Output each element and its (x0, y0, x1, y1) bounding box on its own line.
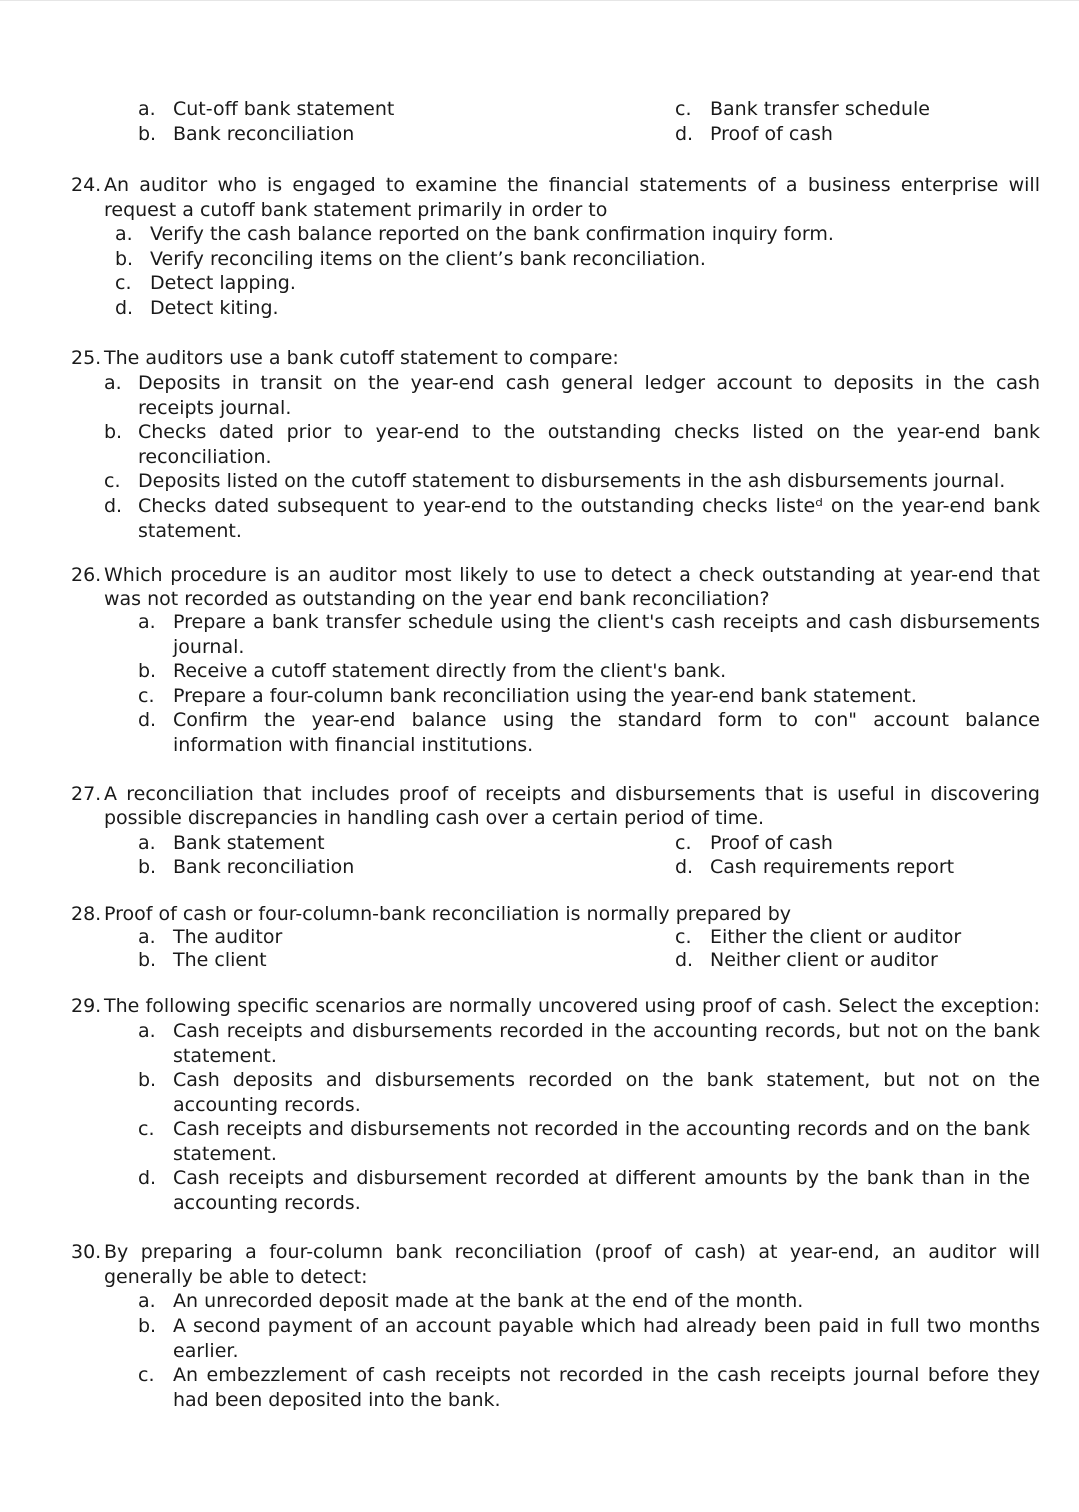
q24-stem-continued: request a cutoff bank statement primarily in order to (104, 199, 608, 221)
q28-option-b: b. The client (138, 949, 267, 971)
q24-stem: 24. An auditor who is engaged to examine the financial statements of a business enterprise will (71, 174, 1040, 196)
q28-stem: 28. Proof of cash or four-column-bank reconciliation is normally prepared by (71, 903, 792, 925)
q27-stem: 27. A reconciliation that includes proof of receipts and disbursements that is useful in discovering (71, 783, 1040, 805)
q27-option-b: b. Bank reconciliation (138, 856, 355, 878)
q24-option-d: d. Detect kiting. (115, 297, 279, 319)
q23-option-d: d. Proof of cash (675, 123, 833, 145)
q24-option-b: b. Verify reconciling items on the client’s bank reconciliation. (115, 248, 706, 270)
q23-option-c: c. Bank transfer schedule (675, 98, 930, 120)
q23-option-b: b. Bank reconciliation (138, 123, 355, 145)
q23-option-a: a. Cut-off bank statement (138, 98, 395, 120)
q27-stem-continued: possible discrepancies in handling cash over a certain period of time. (104, 807, 764, 829)
document-page: a. Cut-off bank statement b. Bank reconciliation c. Bank transfer schedule d. Proof of cash 24. An auditor who is engaged to examine the financial statements of a business enterprise will request a cutoff bank statement primarily in order to a. Verify the cash balance reported on the bank confirmation inquiry form. b. Verify reconciling items on the client’s bank reconciliation. c. Detect lapping. d. Detect kiting. 25. The auditors use a bank cutoff statement to compare: a. Deposits in transit on the year-end cash general ledger account to deposits in the cash receipts journal. b. Checks dated prior to year-end to the outstanding checks listed on the year-end bank reconciliation. c. Deposits listed on the cutoff statement to disbursements in the ash disbursements journal. d. Checks dated subsequent to year-end to the outstanding checks listeᵈ on the year-end bank statement. 26. Which procedure is an auditor most likely to use to detect a check outstanding at year-end that was not recorded as outstanding on the year end bank reconciliation? a. Prepare a bank transfer schedule using the client's cash receipts and cash disbursements journal. b. Receive a cutoff statement directly from the client's bank. c. Prepare a four-column bank reconciliation using the year-end bank statement. d. Confirm the year-end balance using the standard form to con" account balance information with financial institutions. 27. A reconciliation that includes proof of receipts and disbursements that is useful in discovering possible discrepancies in handling cash over a certain period of time. a. Bank statement b. Bank reconciliation c. Proof of cash d. Cash requirements report 28. Proof of cash or four-column-bank reconciliation is normally prepared by a. The auditor b. The client c. Either the client or auditor d. Neither client or auditor 29. The following specific scenarios are normally uncovered using proof of cash. Select the exception: a. Cash receipts and disbursements recorded in the accounting records, but not on the bank statement. b. Cash deposits and disbursements recorded on the bank statement, but not on the accounting records. c. Cash receipts and disbursements not recorded in the accounting records and on the bank statement. d. Cash receipts and disbursement recorded at different amounts by the bank than in the accounting records. 30. By preparing a four-column bank reconciliation (proof of cash) at year-end, an auditor will generally be able to detect: a. An unrecorded deposit made at the bank at the end of the month. b. A second payment of an account payable which had already been paid in full two months earlier. c. An embezzlement of cash receipts not recorded in the cash receipts journal before they had been deposited into the bank. (0, 0, 1079, 1512)
q26-stem-continued: was not recorded as outstanding on the year end bank reconciliation? (104, 588, 770, 610)
q24-option-a: a. Verify the cash balance reported on the bank confirmation inquiry form. (115, 223, 834, 245)
q28-option-d: d. Neither client or auditor (675, 949, 938, 971)
q27-option-d: d. Cash requirements report (675, 856, 955, 878)
q24-option-c: c. Detect lapping. (115, 272, 296, 294)
q27-option-c: c. Proof of cash (675, 832, 833, 854)
q27-option-a: a. Bank statement (138, 832, 325, 854)
q28-option-a: a. The auditor (138, 926, 283, 948)
q30-stem: 30. By preparing a four-column bank reconciliation (proof of cash) at year-end, an auditor will (71, 1241, 1040, 1263)
q26-stem: 26. Which procedure is an auditor most likely to use to detect a check outstanding at year-end that (71, 564, 1040, 586)
q29-stem: 29. The following specific scenarios are normally uncovered using proof of cash. Select the exception: (71, 995, 1040, 1017)
q28-option-c: c. Either the client or auditor (675, 926, 962, 948)
top-border (0, 0, 1079, 1)
q25-stem: 25. The auditors use a bank cutoff statement to compare: (71, 347, 619, 369)
q30-stem-continued: generally be able to detect: (104, 1266, 368, 1288)
